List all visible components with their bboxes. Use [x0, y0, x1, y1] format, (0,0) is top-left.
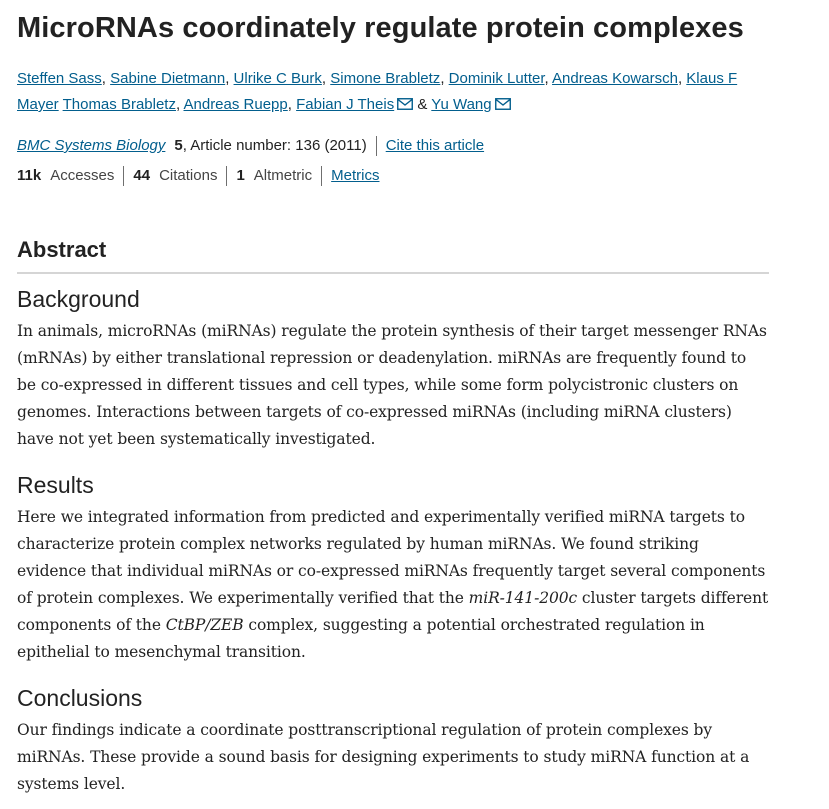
results-paragraph	[17, 504, 769, 666]
author-link[interactable]: Fabian J Theis	[296, 96, 395, 113]
results-heading: Results	[17, 472, 94, 498]
citations-label: Citations	[159, 167, 218, 184]
article-title: MicroRNAs coordinately regulate protein complexes	[17, 12, 744, 44]
citation-line	[17, 136, 769, 156]
results-text: cluster targets different components of the	[17, 589, 769, 634]
conclusions-heading: Conclusions	[17, 685, 143, 711]
article-header	[17, 0, 769, 798]
author-link[interactable]: Andreas Kowarsch	[552, 70, 678, 87]
divider	[123, 166, 124, 186]
citations-count: 44	[133, 167, 151, 184]
author-link[interactable]: Simone Brabletz	[330, 70, 441, 87]
authors-ampersand: &	[417, 96, 428, 113]
accesses-label: Accesses	[50, 167, 115, 184]
divider	[321, 166, 322, 186]
divider	[376, 136, 377, 156]
altmetric-label: Altmetric	[253, 167, 313, 184]
results-text: Here we integrated information from predicted and experimentally verified miRNA targets to characterize protein complex networks regulated by human miRNAs. We found striking evidence that individual miRNAs or co-expressed miRNAs frequently target several components of protein complexes. We experimentally verified that the	[17, 508, 766, 607]
background-heading: Background	[17, 286, 140, 312]
author-link[interactable]: Dominik Lutter	[448, 70, 545, 87]
author-link[interactable]: Sabine Dietmann	[110, 70, 226, 87]
metrics-link[interactable]: Metrics	[331, 167, 380, 184]
divider	[226, 166, 227, 186]
cite-link[interactable]: Cite this article	[385, 137, 485, 154]
conclusions-paragraph: Our findings indicate a coordinate posttranscriptional regulation of protein complexes by miRNAs. These provide a sound basis for designing experiments to study miRNA function at a systems level.	[17, 721, 750, 793]
article-number: , Article number: 136 (2011)	[182, 137, 367, 154]
altmetric-count: 1	[236, 167, 245, 184]
author-link[interactable]: Klaus F Mayer	[17, 70, 738, 113]
abstract-heading: Abstract	[17, 236, 769, 274]
metrics-bar	[17, 166, 769, 186]
author-link[interactable]: Thomas Brabletz	[62, 96, 176, 113]
author-list: Steffen Sass, Sabine Dietmann, Ulrike C Burk, Simone Brabletz, Dominik Lutter, Andreas Kowarsch, Klaus F Mayer Thomas Brabletz, Andreas Ruepp, Fabian J Theis & Yu Wang	[17, 66, 769, 119]
results-complex-name: CtBP/ZEB	[165, 616, 244, 634]
author-link[interactable]: Yu Wang	[431, 96, 492, 113]
email-icon[interactable]	[397, 93, 413, 119]
volume: 5	[174, 137, 183, 154]
journal-link[interactable]: BMC Systems Biology	[17, 137, 166, 154]
results-text: complex, suggesting a potential orchestrated regulation in epithelial to mesenchymal transition.	[17, 616, 705, 661]
author-link[interactable]: Andreas Ruepp	[183, 96, 288, 113]
results-gene-cluster: miR-141-200c	[468, 589, 578, 607]
background-paragraph: In animals, microRNAs (miRNAs) regulate the protein synthesis of their target messenger RNAs (mRNAs) by either translational repression or deadenylation. miRNAs are frequently found to be co-expressed in different tissues and cell types, while some form polycistronic clusters on genomes. Interactions between targets of co-expressed miRNAs (including miRNA clusters) have not yet been systematically investigated.	[17, 322, 767, 448]
author-link[interactable]: Ulrike C Burk	[233, 70, 322, 87]
accesses-count: 11k	[17, 167, 42, 184]
email-icon[interactable]	[495, 93, 511, 119]
author-link[interactable]: Steffen Sass	[17, 70, 102, 87]
